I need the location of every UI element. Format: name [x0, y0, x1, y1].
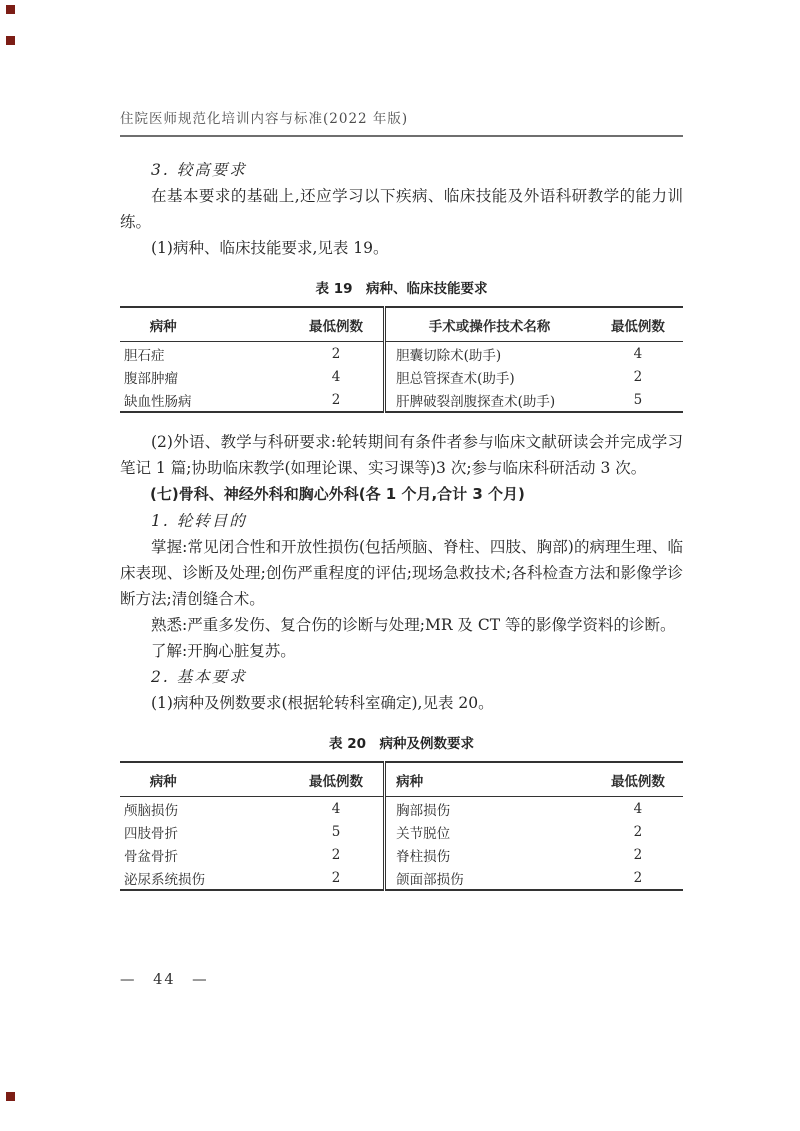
page-number: — 44 —	[120, 972, 209, 988]
table-cell: 4	[289, 365, 385, 388]
section7-heading: (七)骨科、神经外科和胸心外科(各 1 个月,合计 3 个月)	[150, 485, 525, 503]
table-row	[120, 797, 683, 821]
item-foreign-teaching-paragraph: (2)外语、教学与科研要求:轮转期间有条件者参与临床文献研读会并完成学习笔记 1 篇;协助临床教学(如理论课、实习课等)3 次;参与临床科研活动 3 次。	[120, 433, 683, 477]
scan-artifact-mark	[6, 1092, 15, 1101]
table-row	[120, 365, 683, 388]
table-cell: 骨盆骨折	[124, 848, 178, 865]
section3-heading: 3. 较高要求	[151, 161, 247, 179]
table-cell: 2	[633, 846, 643, 863]
table-cell: 4	[289, 797, 385, 821]
running-header: 住院医师规范化培训内容与标准(2022 年版)	[120, 111, 409, 127]
table-cell: 胆总管探查术(助手)	[396, 370, 515, 387]
table-row	[120, 843, 683, 866]
column-header: 最低例数	[289, 307, 385, 342]
table-cell: 胆囊切除术(助手)	[396, 347, 502, 364]
table-cell: 2	[289, 866, 385, 890]
table-cell: 脊柱损伤	[396, 848, 451, 865]
table-cell: 关节脱位	[396, 825, 451, 842]
table-cell: 缺血性肠病	[124, 393, 192, 410]
column-header: 最低例数	[289, 762, 385, 797]
table-cell: 四肢骨折	[124, 825, 178, 842]
master-paragraph: 掌握:常见闭合性和开放性损伤(包括颅脑、脊柱、四肢、胸部)的病理生理、临床表现、诊断及处理;创伤严重程度的评估;现场急救技术;各科检查方法和影像学诊断方法;清创缝合术。	[120, 538, 683, 608]
table-cell: 2	[633, 823, 643, 840]
table-cell: 4	[633, 800, 643, 817]
table-header-row	[120, 762, 683, 797]
item-disease-count-paragraph: (1)病种及例数要求(根据轮转科室确定),见表 20。	[151, 694, 494, 712]
table-cell: 2	[633, 368, 643, 385]
table-cell: 5	[633, 391, 643, 408]
table-row	[120, 388, 683, 412]
table20-caption: 表 20 病种及例数要求	[329, 736, 474, 752]
table-header-row	[120, 307, 683, 342]
table-cell: 4	[633, 345, 643, 362]
table-cell: 颅脑损伤	[124, 802, 178, 819]
table-cell: 泌尿系统损伤	[124, 871, 205, 888]
rotation-purpose-heading: 1. 轮转目的	[151, 512, 247, 530]
column-header: 病种	[120, 307, 289, 342]
table-cell: 2	[289, 388, 385, 412]
table-cell: 2	[289, 843, 385, 866]
table-cell: 胸部损伤	[396, 802, 451, 819]
column-header: 最低例数	[593, 307, 683, 342]
table-cell: 腹部肿瘤	[124, 370, 178, 387]
table-cell: 胆石症	[124, 347, 165, 364]
table20-disease-count-requirements	[120, 761, 683, 891]
table-cell: 5	[289, 820, 385, 843]
body-text	[120, 157, 683, 891]
header-rule	[120, 135, 683, 137]
table-cell: 2	[633, 869, 643, 886]
column-header: 病种	[120, 762, 289, 797]
scan-artifact-mark	[6, 5, 15, 14]
basic-requirements-heading: 2. 基本要求	[151, 668, 247, 686]
table-row	[120, 342, 683, 366]
table-cell: 2	[289, 342, 385, 366]
scan-artifact-mark	[6, 36, 15, 45]
page-content	[120, 110, 683, 907]
table-row	[120, 866, 683, 890]
table-row	[120, 820, 683, 843]
section3-intro-paragraph: 在基本要求的基础上,还应学习以下疾病、临床技能及外语科研教学的能力训练。	[120, 187, 683, 231]
table-cell: 颌面部损伤	[396, 871, 464, 888]
column-header: 最低例数	[593, 762, 683, 797]
familiar-paragraph: 熟悉:严重多发伤、复合伤的诊断与处理;MR 及 CT 等的影像学资料的诊断。	[151, 616, 676, 634]
column-header: 病种	[385, 762, 593, 797]
item-disease-skill-paragraph: (1)病种、临床技能要求,见表 19。	[151, 239, 389, 257]
table19-disease-skill-requirements	[120, 306, 683, 413]
table-cell: 肝脾破裂剖腹探查术(助手)	[396, 393, 556, 410]
understand-paragraph: 了解:开胸心脏复苏。	[151, 642, 296, 660]
column-header: 手术或操作技术名称	[385, 307, 593, 342]
table19-caption: 表 19 病种、临床技能要求	[315, 281, 488, 297]
